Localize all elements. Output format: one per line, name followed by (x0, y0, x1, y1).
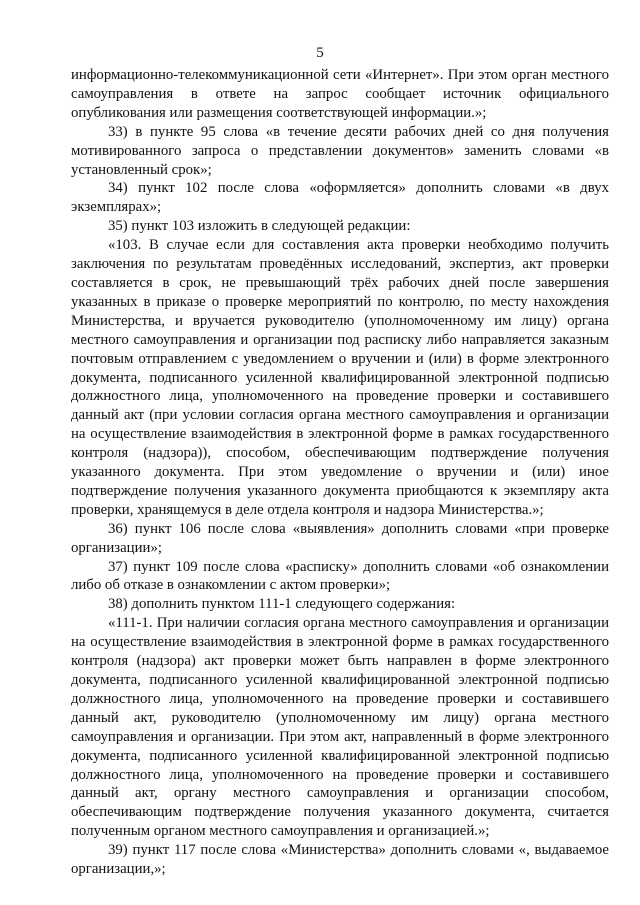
paragraph-clause-103: «103. В случае если для составления акта проверки необходимо получить заключения по результатам проведённых исследований, экспертиз, акт проверки составляется в срок, не превышающий трёх рабочих дней после завершения указанных в приказе о проверке мероприятий по контролю, по месту нахождения Министерства, и вручается руководителю (уполномоченному им лицу) органа местного самоуправления и организации под расписку либо направляется заказным почтовым отправлением с уведомлением о вручении и (или) в форме электронного документа, подписанного усиленной квалифицированной электронной подписью должностного лица, уполномоченного на проведение проверки и составившего данный акт (при условии согласия органа местного самоуправления и организации на осуществление взаимодействия в электронной форме в рамках государственного контроля (надзора)), способом, обеспечивающим подтверждение получения указанного документа. При этом уведомление о вручении и (или) иное подтверждение получения указанного документа приобщаются к экземпляру акта проверки, хранящемуся в деле отдела контроля и надзора Министерства.»; (71, 237, 609, 518)
paragraph-item-34: 34) пункт 102 после слова «оформляется» дополнить словами «в двух экземплярах»; (71, 180, 609, 216)
page-number: 5 (316, 45, 324, 61)
paragraph-item-39: 39) пункт 117 после слова «Министерства» дополнить словами «, выдаваемое организации,»; (71, 842, 609, 878)
document-body (71, 66, 609, 879)
paragraph-item-35: 35) пункт 103 изложить в следующей редакции: (108, 218, 411, 235)
paragraph-item-37: 37) пункт 109 после слова «расписку» дополнить словами «об ознакомлении либо об отказе в ознакомлении с актом проверки»; (71, 558, 609, 594)
paragraph-item-36: 36) пункт 106 после слова «выявления» дополнить словами «при проверке организации»; (71, 520, 609, 556)
paragraph-continuation: информационно-телекоммуникационной сети «Интернет». При этом орган местного самоуправления в ответе на запрос сообщает источник официального опубликования или размещения соответствующей информации.»; (71, 67, 609, 121)
paragraph-item-33: 33) в пункте 95 слова «в течение десяти рабочих дней со дня получения мотивированного запроса о представлении документов» заменить словами «в установленный срок»; (71, 123, 609, 178)
paragraph-item-38: 38) дополнить пунктом 111-1 следующего содержания: (108, 596, 456, 613)
paragraph-clause-111-1: «111-1. При наличии согласия органа местного самоуправления и организации на осуществление взаимодействия в электронной форме в рамках государственного контроля (надзора) акт проверки может быть направлен в форме электронного документа, подписанного усиленной квалифицированной электронной подписью должностного лица, уполномоченного на проведение проверки и составившего данный акт, руководителю (уполномоченному им лицу) органа местного самоуправления и организации. При этом акт, направленный в форме электронного документа, подписанного усиленной квалифицированной электронной подписью должностного лица, уполномоченного на проведение проверки и составившего данный акт, органу местного самоуправления и организации способом, обеспечивающим подтверждение получения указанного документа, считается полученным органом местного самоуправления и организацией.»; (71, 615, 609, 840)
